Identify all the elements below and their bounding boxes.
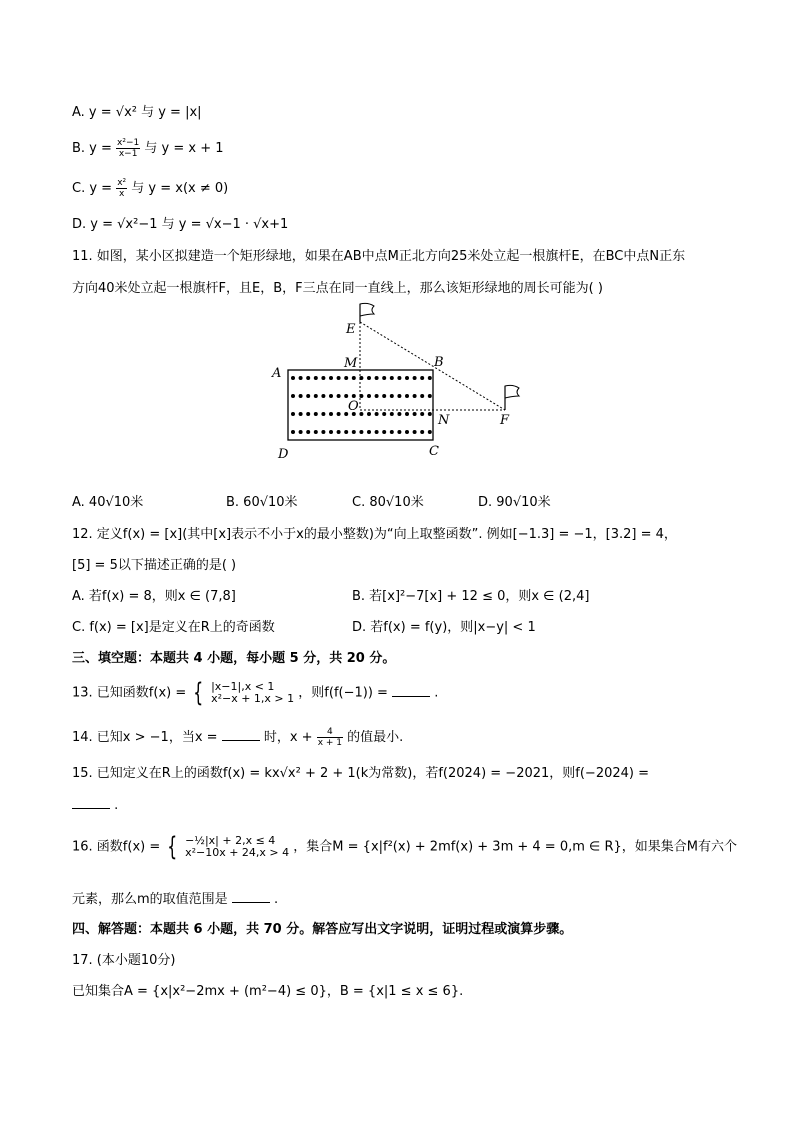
q14-numerator: 4 [317, 727, 343, 738]
section-3-heading: 三、填空题：本题共 4 小题，每小题 5 分，共 20 分。 [72, 651, 396, 666]
q11-option-c: C. 80√10米 [352, 495, 424, 510]
green-area-dot [420, 376, 424, 380]
green-area-dot [428, 412, 432, 416]
green-area-dot [367, 412, 371, 416]
green-area-dot [359, 430, 363, 434]
q11-stem-line2: 方向40米处立起一根旗杆F，且E，B，F三点在同一直线上，那么该矩形绿地的周长可能为( ) [72, 281, 603, 296]
rectangle-abcd [288, 370, 433, 440]
green-area-dot [337, 376, 341, 380]
green-area-dot [321, 430, 325, 434]
q13-case-2: x²−x + 1,x > 1 [211, 692, 295, 705]
green-area-dot [405, 394, 409, 398]
green-area-dot [397, 376, 401, 380]
q16-prefix: 16. 函数f(x) = [72, 839, 161, 855]
q11-option-a: A. 40√10米 [72, 495, 144, 510]
green-area-dot [413, 394, 417, 398]
q16-line1 [72, 834, 737, 860]
green-area-dot [344, 376, 348, 380]
green-area-dot [359, 412, 363, 416]
label-f: F [500, 413, 510, 428]
q10-option-c-prefix: C. y = [72, 181, 113, 196]
q13-suffix: ，则f(f(−1)) = [298, 685, 388, 701]
green-area-dot [314, 412, 318, 416]
q16-answer-blank[interactable] [232, 890, 270, 903]
green-area-dot [420, 430, 424, 434]
flag-e-icon [360, 303, 374, 322]
q10-option-c [72, 178, 228, 199]
green-area-dot [382, 430, 386, 434]
green-area-dot [405, 376, 409, 380]
q13 [72, 680, 438, 706]
q12-option-c: C. f(x) = [x]是定义在R上的奇函数 [72, 620, 275, 635]
green-area-dot [299, 376, 303, 380]
q16-case-2: x²−10x + 24,x > 4 [185, 846, 290, 859]
green-area-dot [352, 430, 356, 434]
green-area-dot [382, 394, 386, 398]
green-area-dot [314, 430, 318, 434]
green-area-dot [352, 394, 356, 398]
q11-option-d: D. 90√10米 [478, 495, 551, 510]
q15-line2 [72, 796, 118, 815]
q15-end: . [114, 798, 119, 813]
q10-option-c-denominator: x [119, 189, 125, 199]
green-area-dot [413, 376, 417, 380]
green-area-dot [321, 376, 325, 380]
q14 [72, 727, 403, 748]
green-area-dot [306, 394, 310, 398]
q13-prefix: 13. 已知函数f(x) = [72, 685, 187, 701]
q10-option-b-fraction [116, 138, 140, 159]
green-area-dot [413, 430, 417, 434]
green-area-dot [306, 430, 310, 434]
q10-option-b-prefix: B. y = [72, 141, 112, 156]
q12-option-a: A. 若f(x) = 8，则x ∈ (7,8] [72, 589, 236, 604]
label-c: C [429, 444, 439, 459]
green-area-dot [299, 412, 303, 416]
green-area-dot [420, 412, 424, 416]
green-area-dot [306, 376, 310, 380]
green-area-dot [299, 430, 303, 434]
green-area-dot [314, 376, 318, 380]
green-area-dot [337, 412, 341, 416]
green-area-dot [367, 376, 371, 380]
q10-option-c-fraction [116, 178, 127, 199]
green-area-dot [352, 376, 356, 380]
green-area-dot [314, 394, 318, 398]
green-area-dot [329, 376, 333, 380]
label-o: O [348, 399, 359, 414]
q15-stem-line1: 15. 已知定义在R上的函数f(x) = kx√x² + 2 + 1(k为常数)，若f(2024) = −2021，则f(−2024) = [72, 766, 650, 781]
q11-stem-line1: 11. 如图，某小区拟建造一个矩形绿地，如果在AB中点M正北方向25米处立起一根旗杆E，在BC中点N正东 [72, 249, 686, 264]
q14-prefix: 14. 已知x > −1，当x = [72, 730, 218, 745]
green-area-dot [390, 394, 394, 398]
green-area-dot [428, 394, 432, 398]
label-n: N [438, 413, 450, 428]
green-area-dot [375, 412, 379, 416]
q13-brace: { [193, 678, 204, 708]
green-area-dot [382, 412, 386, 416]
green-area-dot [329, 430, 333, 434]
green-area-dot [329, 412, 333, 416]
green-area-dot [291, 430, 295, 434]
green-area-dot [375, 376, 379, 380]
q14-denominator: x + 1 [317, 738, 343, 748]
q13-answer-blank[interactable] [392, 684, 430, 697]
green-area-dot [428, 376, 432, 380]
q10-option-a: A. y = √x² 与 y = |x| [72, 105, 202, 120]
green-area-dot [344, 430, 348, 434]
q12-option-b: B. 若[x]²−7[x] + 12 ≤ 0，则x ∈ (2,4] [352, 589, 590, 604]
green-area-dot [420, 394, 424, 398]
green-area-dot [397, 412, 401, 416]
green-area-dot [390, 412, 394, 416]
green-area-dot [375, 394, 379, 398]
green-area-dot [390, 376, 394, 380]
q16-end: . [273, 892, 279, 907]
q17-title: 17. (本小题10分) [72, 953, 176, 968]
q10-option-c-suffix: 与 y = x(x ≠ 0) [131, 181, 229, 196]
q10-option-d: D. y = √x²−1 与 y = √x−1 · √x+1 [72, 217, 289, 232]
green-area-dot [413, 412, 417, 416]
flag-f-icon [505, 385, 519, 410]
q10-option-b-numerator: x²−1 [117, 138, 140, 148]
green-area-dots [291, 376, 432, 434]
green-area-dot [428, 430, 432, 434]
label-d: D [278, 447, 289, 462]
green-area-dot [405, 412, 409, 416]
q10-option-b [72, 138, 224, 159]
green-area-dot [337, 394, 341, 398]
green-area-dot [390, 430, 394, 434]
green-area-dot [291, 394, 295, 398]
green-area-dot [405, 430, 409, 434]
q16-brace: { [167, 832, 178, 862]
green-area-dot [375, 430, 379, 434]
q16-cases [185, 835, 289, 859]
green-area-dot [337, 430, 341, 434]
green-area-dot [291, 412, 295, 416]
q14-answer-blank[interactable] [222, 728, 260, 741]
green-area-dot [397, 430, 401, 434]
q13-cases [211, 681, 294, 705]
q13-case-1: |x−1|,x < 1 [211, 680, 275, 693]
q15-answer-blank[interactable] [72, 796, 110, 809]
q16-case-1: −½|x| + 2,x ≤ 4 [185, 834, 276, 847]
green-area-dot [344, 394, 348, 398]
q16-line2-text: 元素，那么m的取值范围是 [72, 892, 228, 907]
green-area-dot [306, 412, 310, 416]
green-area-dot [329, 394, 333, 398]
green-area-dot [397, 394, 401, 398]
q10-option-b-suffix: 与 y = x + 1 [144, 141, 224, 156]
label-m: M [344, 356, 358, 371]
green-area-dot [367, 394, 371, 398]
green-area-dot [321, 412, 325, 416]
q12-stem-line1: 12. 定义f(x) = [x](其中[x]表示不小于x的最小整数)为“向上取整函数”. 例如[−1.3] = −1，[3.2] = 4， [72, 527, 677, 542]
label-a: A [272, 366, 282, 381]
q10-option-b-denominator: x−1 [118, 149, 138, 159]
label-b: B [434, 355, 444, 370]
green-area-dot [299, 394, 303, 398]
green-area-dot [321, 394, 325, 398]
q12-stem-line2: [5] = 5以下描述正确的是( ) [72, 558, 237, 573]
q14-fraction [317, 727, 343, 748]
green-area-dot [382, 376, 386, 380]
q17-body: 已知集合A = {x|x²−2mx + (m²−4) ≤ 0}，B = {x|1 ≤ x ≤ 6}. [72, 984, 464, 999]
q14-mid: 时，x + [263, 730, 313, 745]
q13-end: . [434, 685, 439, 701]
q12-option-d: D. 若f(x) = f(y)，则|x−y| < 1 [352, 620, 536, 635]
q10-option-c-numerator: x² [117, 178, 127, 188]
green-area-dot [291, 376, 295, 380]
green-area-dot [367, 430, 371, 434]
q11-figure [0, 300, 794, 500]
q11-option-b: B. 60√10米 [226, 495, 298, 510]
q16-line2 [72, 890, 278, 909]
section-4-heading: 四、解答题：本题共 6 小题，共 70 分。解答应写出文字说明，证明过程或演算步骤。 [72, 922, 573, 937]
q14-suffix: 的值最小. [347, 730, 404, 745]
q16-suffix: ，集合M = {x|f²(x) + 2mf(x) + 3m + 4 = 0,m ∈ R}，如果集合M有六个 [293, 839, 737, 855]
label-e: E [346, 322, 356, 337]
